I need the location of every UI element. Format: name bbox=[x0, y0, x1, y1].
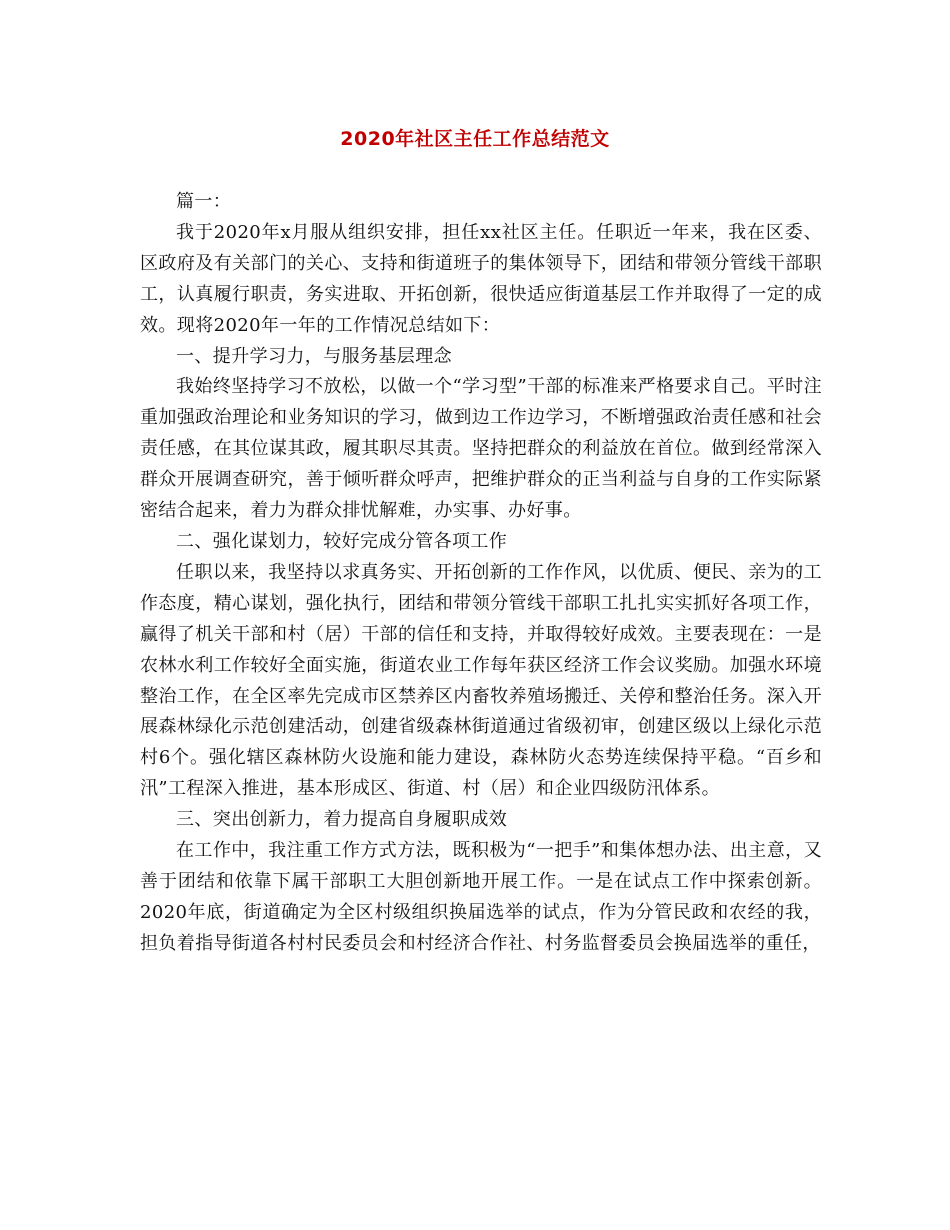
heading-section-2: 二、强化谋划力，较好完成分管各项工作 bbox=[176, 530, 508, 552]
heading-section-1: 一、提升学习力，与服务基层理念 bbox=[176, 345, 452, 367]
heading-section-3: 三、突出创新力，着力提高自身履职成效 bbox=[176, 809, 508, 831]
document-title: 2020年社区主任工作总结范文 bbox=[340, 128, 610, 150]
paragraph-section-1: 我始终坚持学习不放松，以做一个“学习型”干部的标准来严格要求自己。平时注重加强政治理论和业务知识的学习，做到边工作边学习，不断增强政治责任感和社会责任感，在其位谋其政，履其职尽其责。坚持把群众的利益放在首位。做到经常深入群众开展调查研究，善于倾听群众呼声，把维护群众的正当利益与自身的工作实际紧密结合起来，着力为群众排忧解难，办实事、办好事。 bbox=[140, 376, 822, 522]
paragraph-section-label: 篇一： bbox=[176, 191, 232, 212]
paragraph-section-3: 在工作中，我注重工作方式方法，既积极为“一把手”和集体想办法、出主意，又善于团结和依靠下属干部职工大胆创新地开展工作。一是在试点工作中探索创新。2020年底，街道确定为全区村级组织换届选举的试点，作为分管民政和农经的我，担负着指导街道各村村民委员会和村经济合作社、村务监督委员会换届选举的重任， bbox=[140, 840, 822, 954]
document-body bbox=[140, 187, 822, 960]
paragraph-section-2: 任职以来，我坚持以求真务实、开拓创新的工作作风，以优质、便民、亲为的工作态度，精心谋划，强化执行，团结和带领分管线干部职工扎扎实实抓好各项工作，赢得了机关干部和村（居）干部的信任和支持，并取得较好成效。主要表现在：一是农林水利工作较好全面实施，街道农业工作每年获区经济工作会议奖励。加强水环境整治工作，在全区率先完成市区禁养区内畜牧养殖场搬迁、关停和整治任务。深入开展森林绿化示范创建活动，创建省级森林街道通过省级初审，创建区级以上绿化示范村6个。强化辖区森林防火设施和能力建设，森林防火态势连续保持平稳。“百乡和汛”工程深入推进，基本形成区、街道、村（居）和企业四级防汛体系。 bbox=[140, 561, 822, 800]
paragraph-intro: 我于2020年x月服从组织安排，担任xx社区主任。任职近一年来，我在区委、区政府及有关部门的关心、支持和街道班子的集体领导下，团结和带领分管线干部职工，认真履行职责，务实进取、开拓创新，很快适应街道基层工作并取得了一定的成效。现将2020年一年的工作情况总结如下： bbox=[140, 221, 822, 336]
